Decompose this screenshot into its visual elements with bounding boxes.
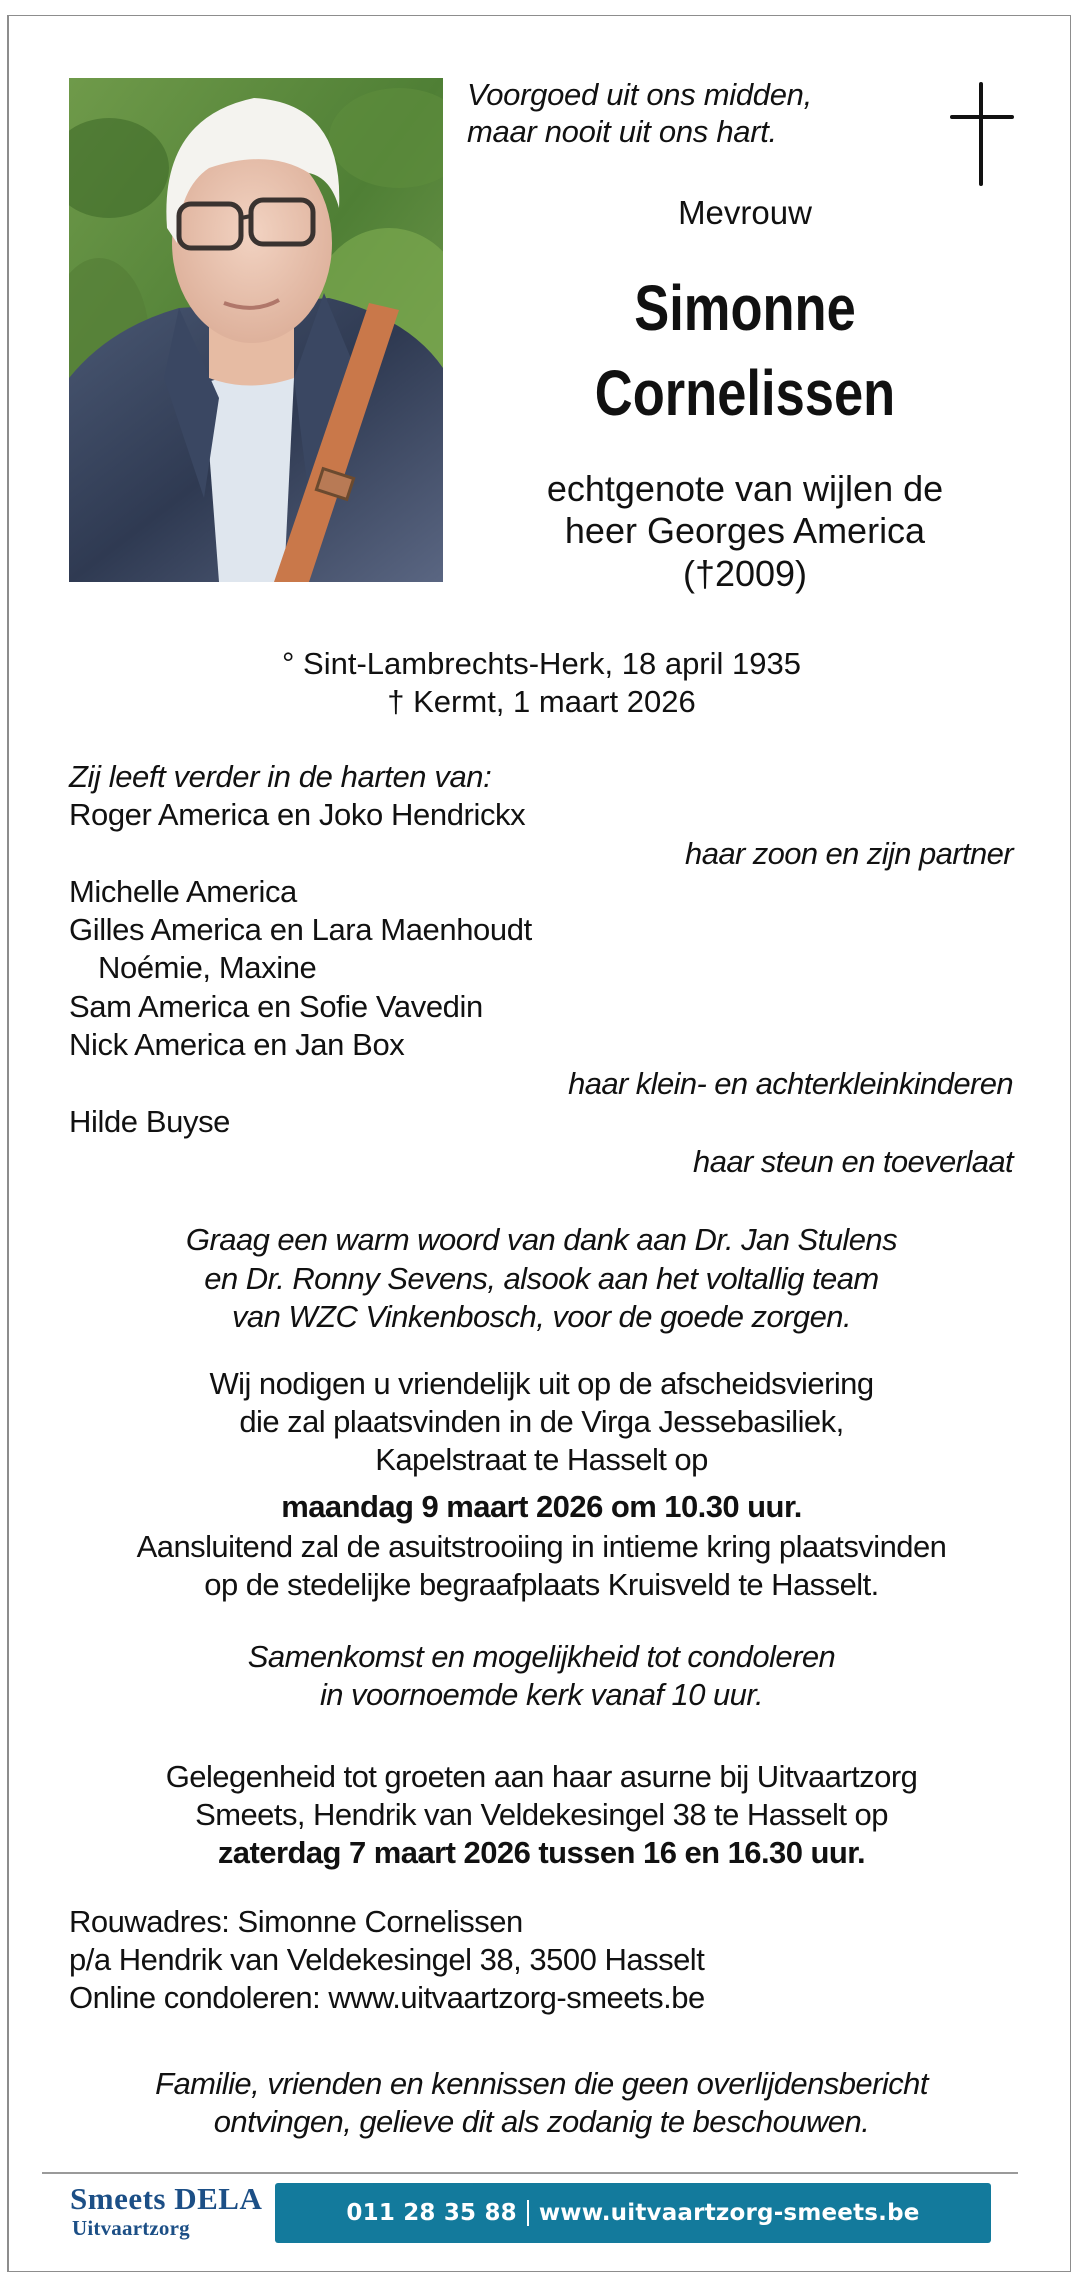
- spouse-line: heer Georges America: [564, 510, 926, 551]
- salutation: Mevrouw: [678, 194, 812, 231]
- family-intro: Zij leeft verder in de harten van:: [69, 759, 492, 794]
- thanks-line: van WZC Vinkenbosch, voor de goede zorgen.: [231, 1299, 852, 1334]
- family-relation: haar zoon en zijn partner: [685, 836, 1013, 871]
- closing-line: Familie, vrienden en kennissen die geen overlijdensbericht: [155, 2066, 928, 2101]
- quote-line: maar nooit uit ons hart.: [467, 114, 777, 149]
- family-name: Sam America en Sofie Vavedin: [69, 989, 483, 1024]
- family-name: Roger America en Joko Hendrickx: [69, 797, 526, 832]
- family-name: Noémie, Maxine: [98, 950, 317, 985]
- family-name: Michelle America: [69, 874, 297, 909]
- gathering-line: in voornoemde kerk vanaf 10 uur.: [319, 1677, 764, 1712]
- family-name: Nick America en Jan Box: [69, 1027, 405, 1062]
- gathering-line: Samenkomst en mogelijkheid tot condoleren: [247, 1639, 836, 1674]
- family-name: Gilles America en Lara Maenhoudt: [69, 912, 532, 947]
- separator: [527, 2200, 529, 2226]
- deceased-last-name: Cornelissen: [594, 357, 896, 429]
- ceremony-datetime: maandag 9 maart 2026 om 10.30 uur.: [281, 1489, 802, 1524]
- ceremony-line: Kapelstraat te Hasselt op: [375, 1442, 708, 1477]
- thanks-line: Graag een warm woord van dank aan Dr. Jan Stulens: [185, 1222, 898, 1257]
- latin-cross-icon: [950, 82, 1014, 186]
- quote-line: Voorgoed uit ons midden,: [467, 77, 812, 112]
- portrait-photo: [69, 78, 443, 582]
- ceremony-line: Wij nodigen u vriendelijk uit op de afscheidsviering: [209, 1366, 874, 1401]
- deceased-first-name: Simonne: [634, 272, 856, 344]
- spouse-line: echtgenote van wijlen de: [546, 468, 944, 509]
- logo-line-2: Uitvaartzorg: [72, 2216, 190, 2240]
- ceremony-after-line: op de stedelijke begraafplaats Kruisveld te Hasselt.: [204, 1567, 879, 1602]
- mourning-address: p/a Hendrik van Veldekesingel 38, 3500 Hasselt: [69, 1942, 705, 1977]
- online-condolences: Online condoleren: www.uitvaartzorg-smeets.be: [69, 1980, 705, 2015]
- logo-line-1: Smeets DELA: [70, 2181, 263, 2216]
- footer-divider: [42, 2172, 1018, 2174]
- visitation-datetime: zaterdag 7 maart 2026 tussen 16 en 16.30 uur.: [217, 1835, 866, 1870]
- ceremony-after-line: Aansluitend zal de asuitstrooiing in intieme kring plaatsvinden: [136, 1529, 947, 1564]
- birth-date: ° Sint-Lambrechts-Herk, 18 april 1935: [282, 646, 801, 681]
- thanks-line: en Dr. Ronny Sevens, alsook aan het voltallig team: [204, 1261, 879, 1296]
- contact-bar: [275, 2183, 991, 2243]
- spouse-line: (†2009): [682, 553, 808, 594]
- ceremony-line: die zal plaatsvinden in de Virga Jessebasiliek,: [239, 1404, 844, 1439]
- phone-number[interactable]: 011 28 35 88: [346, 2200, 517, 2226]
- family-name: Hilde Buyse: [69, 1104, 231, 1139]
- family-relation: haar steun en toeverlaat: [693, 1144, 1013, 1179]
- death-date: † Kermt, 1 maart 2026: [387, 684, 696, 719]
- closing-line: ontvingen, gelieve dit als zodanig te beschouwen.: [213, 2104, 870, 2139]
- mourning-address: Rouwadres: Simonne Cornelissen: [69, 1904, 523, 1939]
- visitation-line: Gelegenheid tot groeten aan haar asurne bij Uitvaartzorg: [165, 1759, 918, 1794]
- visitation-line: Smeets, Hendrik van Veldekesingel 38 te Hasselt op: [195, 1797, 888, 1832]
- portrait-image: [69, 78, 443, 582]
- website-link[interactable]: www.uitvaartzorg-smeets.be: [538, 2200, 920, 2226]
- family-relation: haar klein- en achterkleinkinderen: [568, 1066, 1013, 1101]
- funeral-home-logo: [70, 2181, 270, 2243]
